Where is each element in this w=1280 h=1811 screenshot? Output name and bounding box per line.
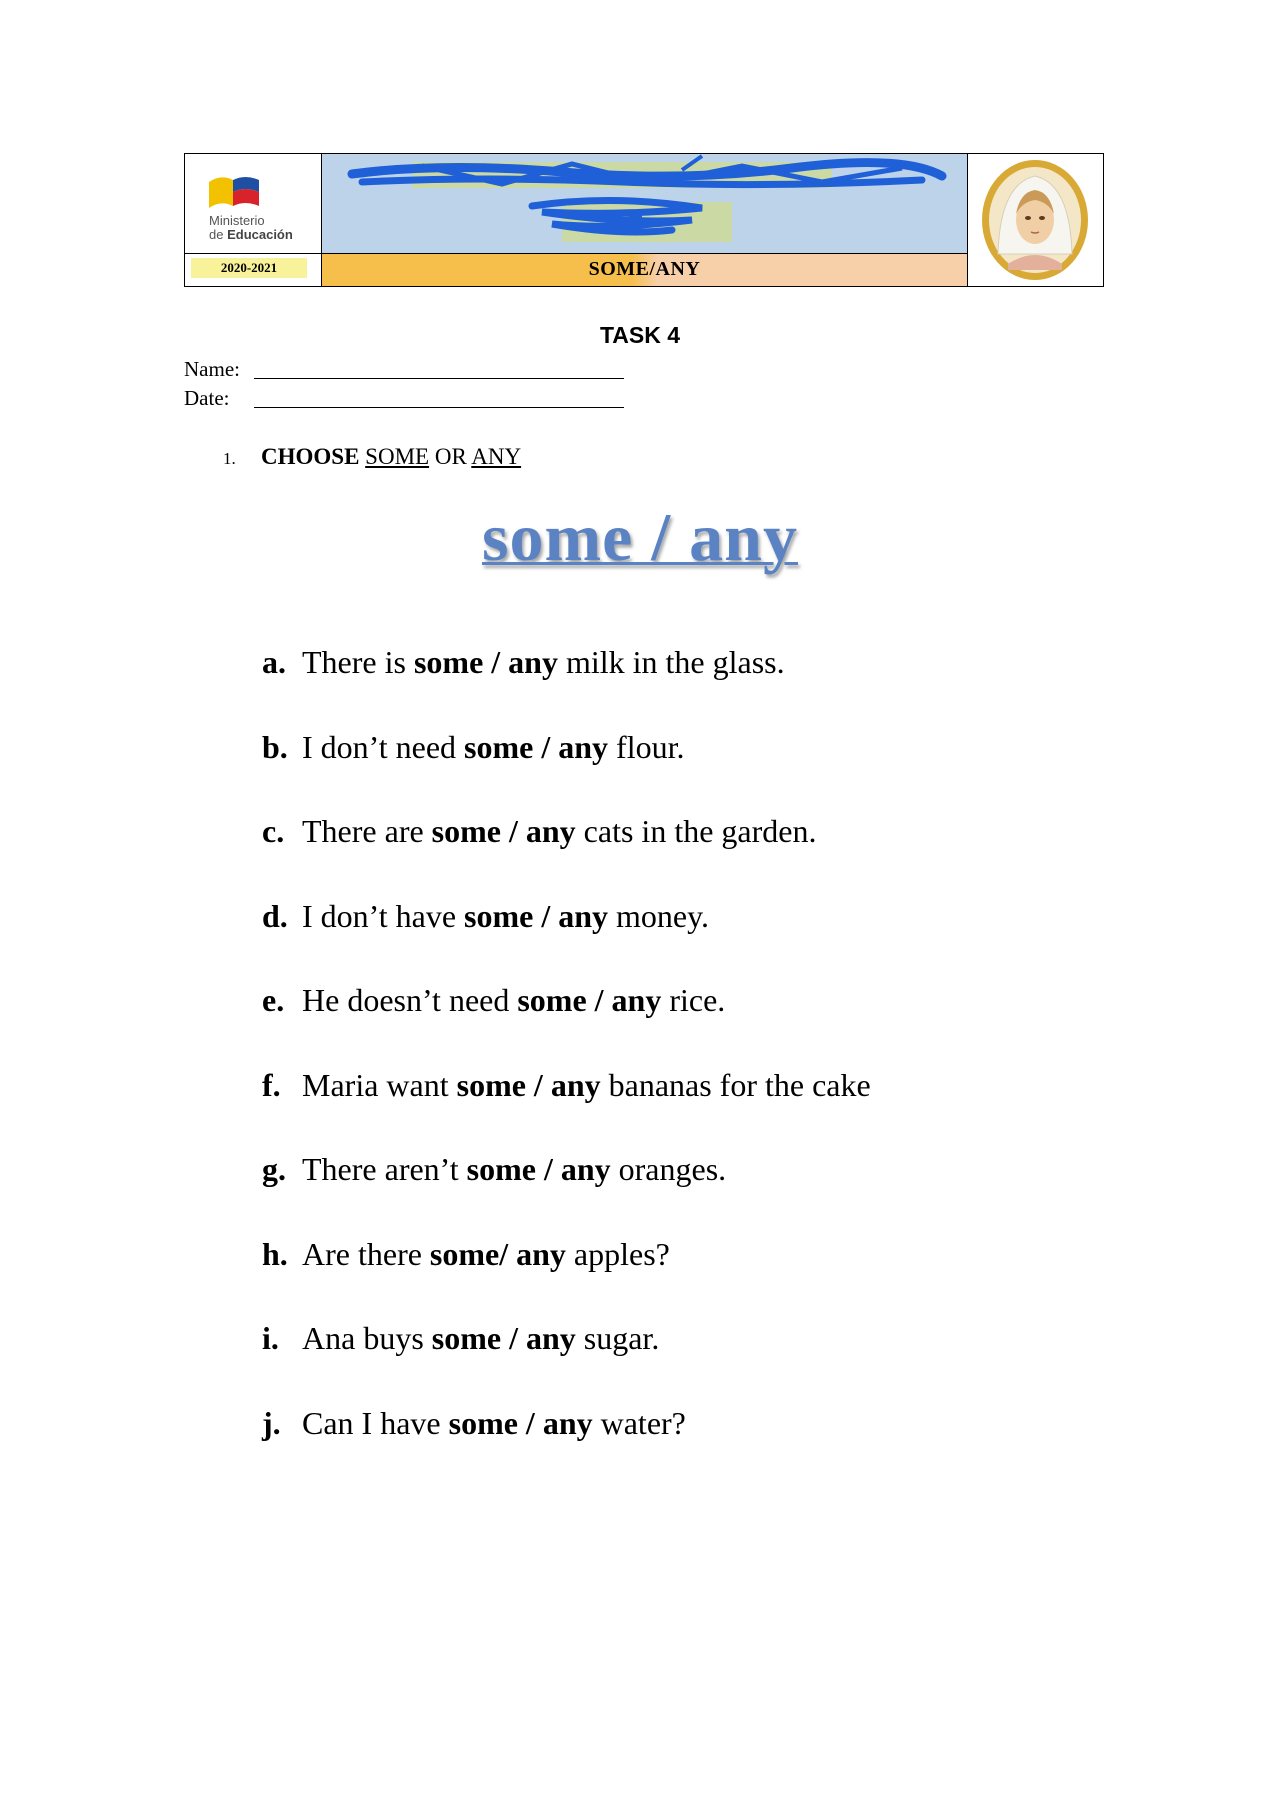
option-any[interactable]: any [525,813,576,849]
question-text-before: There are [302,813,432,849]
question-letter: f. [262,1066,281,1103]
option-some[interactable]: some [431,1320,502,1356]
question-item [262,982,725,1019]
school-year-cell [185,254,322,286]
question-item [262,898,709,935]
option-any[interactable]: any [525,1320,576,1356]
option-separator: / [500,813,526,849]
question-item [262,729,684,766]
question-item [262,1067,871,1104]
school-year: 2020-2021 [191,258,307,278]
option-any[interactable]: any [550,1066,601,1103]
question-text-after: milk in the glass. [557,644,785,680]
instruction-any: ANY [471,444,522,469]
option-separator: / [533,728,559,765]
question-text-before: He doesn’t need [302,982,518,1018]
logo-text-line1: Ministerio [209,213,265,228]
question-text-after: cats in the garden. [575,813,817,849]
question-item [262,813,816,850]
question-text-after: money. [608,897,710,934]
question-text-before: I don’t need [302,728,465,765]
instruction-number: 1. [223,449,236,468]
question-letter: j. [262,1404,281,1441]
option-separator: / [533,897,559,934]
option-some[interactable]: some [431,813,501,849]
option-any[interactable]: any [542,1404,593,1441]
option-some[interactable]: some [466,1151,536,1187]
option-some[interactable]: some [448,1404,518,1441]
instruction-some: SOME [365,444,430,469]
header-table [184,153,1104,287]
virgin-mary-emblem-icon [968,154,1103,286]
question-text-before: I don’t have [302,897,465,934]
name-field[interactable] [184,357,254,382]
scribble-redaction [322,154,968,254]
ministry-logo-icon [207,172,267,214]
instruction [223,444,521,470]
question-text-after: water? [592,1404,686,1441]
option-some[interactable]: some [464,728,534,765]
option-separator: / [535,1151,561,1187]
question-letter: b. [262,728,288,765]
question-text-before: Can I have [302,1404,449,1441]
question-letter: e. [262,982,285,1018]
question-text-before: Are there [302,1235,430,1272]
question-text-before: Maria want [302,1066,457,1103]
date-label: Date: [184,386,230,410]
date-field[interactable] [184,386,254,411]
question-letter: d. [262,897,288,934]
option-separator: / [517,1404,543,1441]
option-any[interactable]: any [558,897,609,934]
option-separator: / [499,1235,517,1272]
question-letter: g. [262,1151,286,1187]
topic-cell [322,254,968,286]
topic-title: SOME/ANY [588,258,701,280]
instruction-or: OR [434,444,467,469]
question-letter: h. [262,1235,288,1272]
option-any[interactable]: any [558,728,609,765]
option-any[interactable]: any [611,982,662,1018]
task-title: TASK 4 [599,322,681,348]
virgin-mary-emblem [968,154,1103,286]
question-item [262,644,785,681]
question-item [262,1151,726,1188]
option-any[interactable]: any [560,1151,611,1187]
question-text-after: oranges. [610,1151,727,1187]
option-separator: / [501,1320,526,1356]
ministry-logo [185,154,322,254]
name-label: Name: [184,357,240,381]
question-letter: c. [262,813,285,849]
some-any-banner: some / any [482,499,798,575]
name-blank-line[interactable] [254,378,624,379]
logo-text-line2: de Educación [209,227,293,242]
question-text-after: bananas for the cake [600,1066,871,1103]
option-some[interactable]: some [456,1066,526,1103]
instruction-choose: CHOOSE [261,444,360,469]
option-some[interactable]: some [429,1235,500,1272]
question-text-after: sugar. [575,1320,660,1356]
question-item [262,1320,659,1357]
question-text-after: flour. [608,728,685,765]
option-separator: / [483,644,509,680]
question-item [262,1405,686,1442]
option-separator: / [586,982,612,1018]
question-text-before: Ana buys [302,1320,432,1356]
option-separator: / [525,1066,551,1103]
question-text-before: There is [302,644,414,680]
date-blank-line[interactable] [254,407,624,408]
option-some[interactable]: some [413,644,484,680]
option-any[interactable]: any [508,644,558,680]
question-item [262,1236,670,1273]
option-some[interactable]: some [464,897,534,934]
school-name-redacted [322,154,968,254]
question-text-after: rice. [661,982,726,1018]
question-text-before: There aren’t [302,1151,467,1187]
option-any[interactable]: any [516,1235,566,1272]
question-letter: a. [262,644,286,680]
option-some[interactable]: some [517,982,587,1018]
question-text-after: apples? [565,1235,670,1272]
question-letter: i. [262,1320,279,1356]
